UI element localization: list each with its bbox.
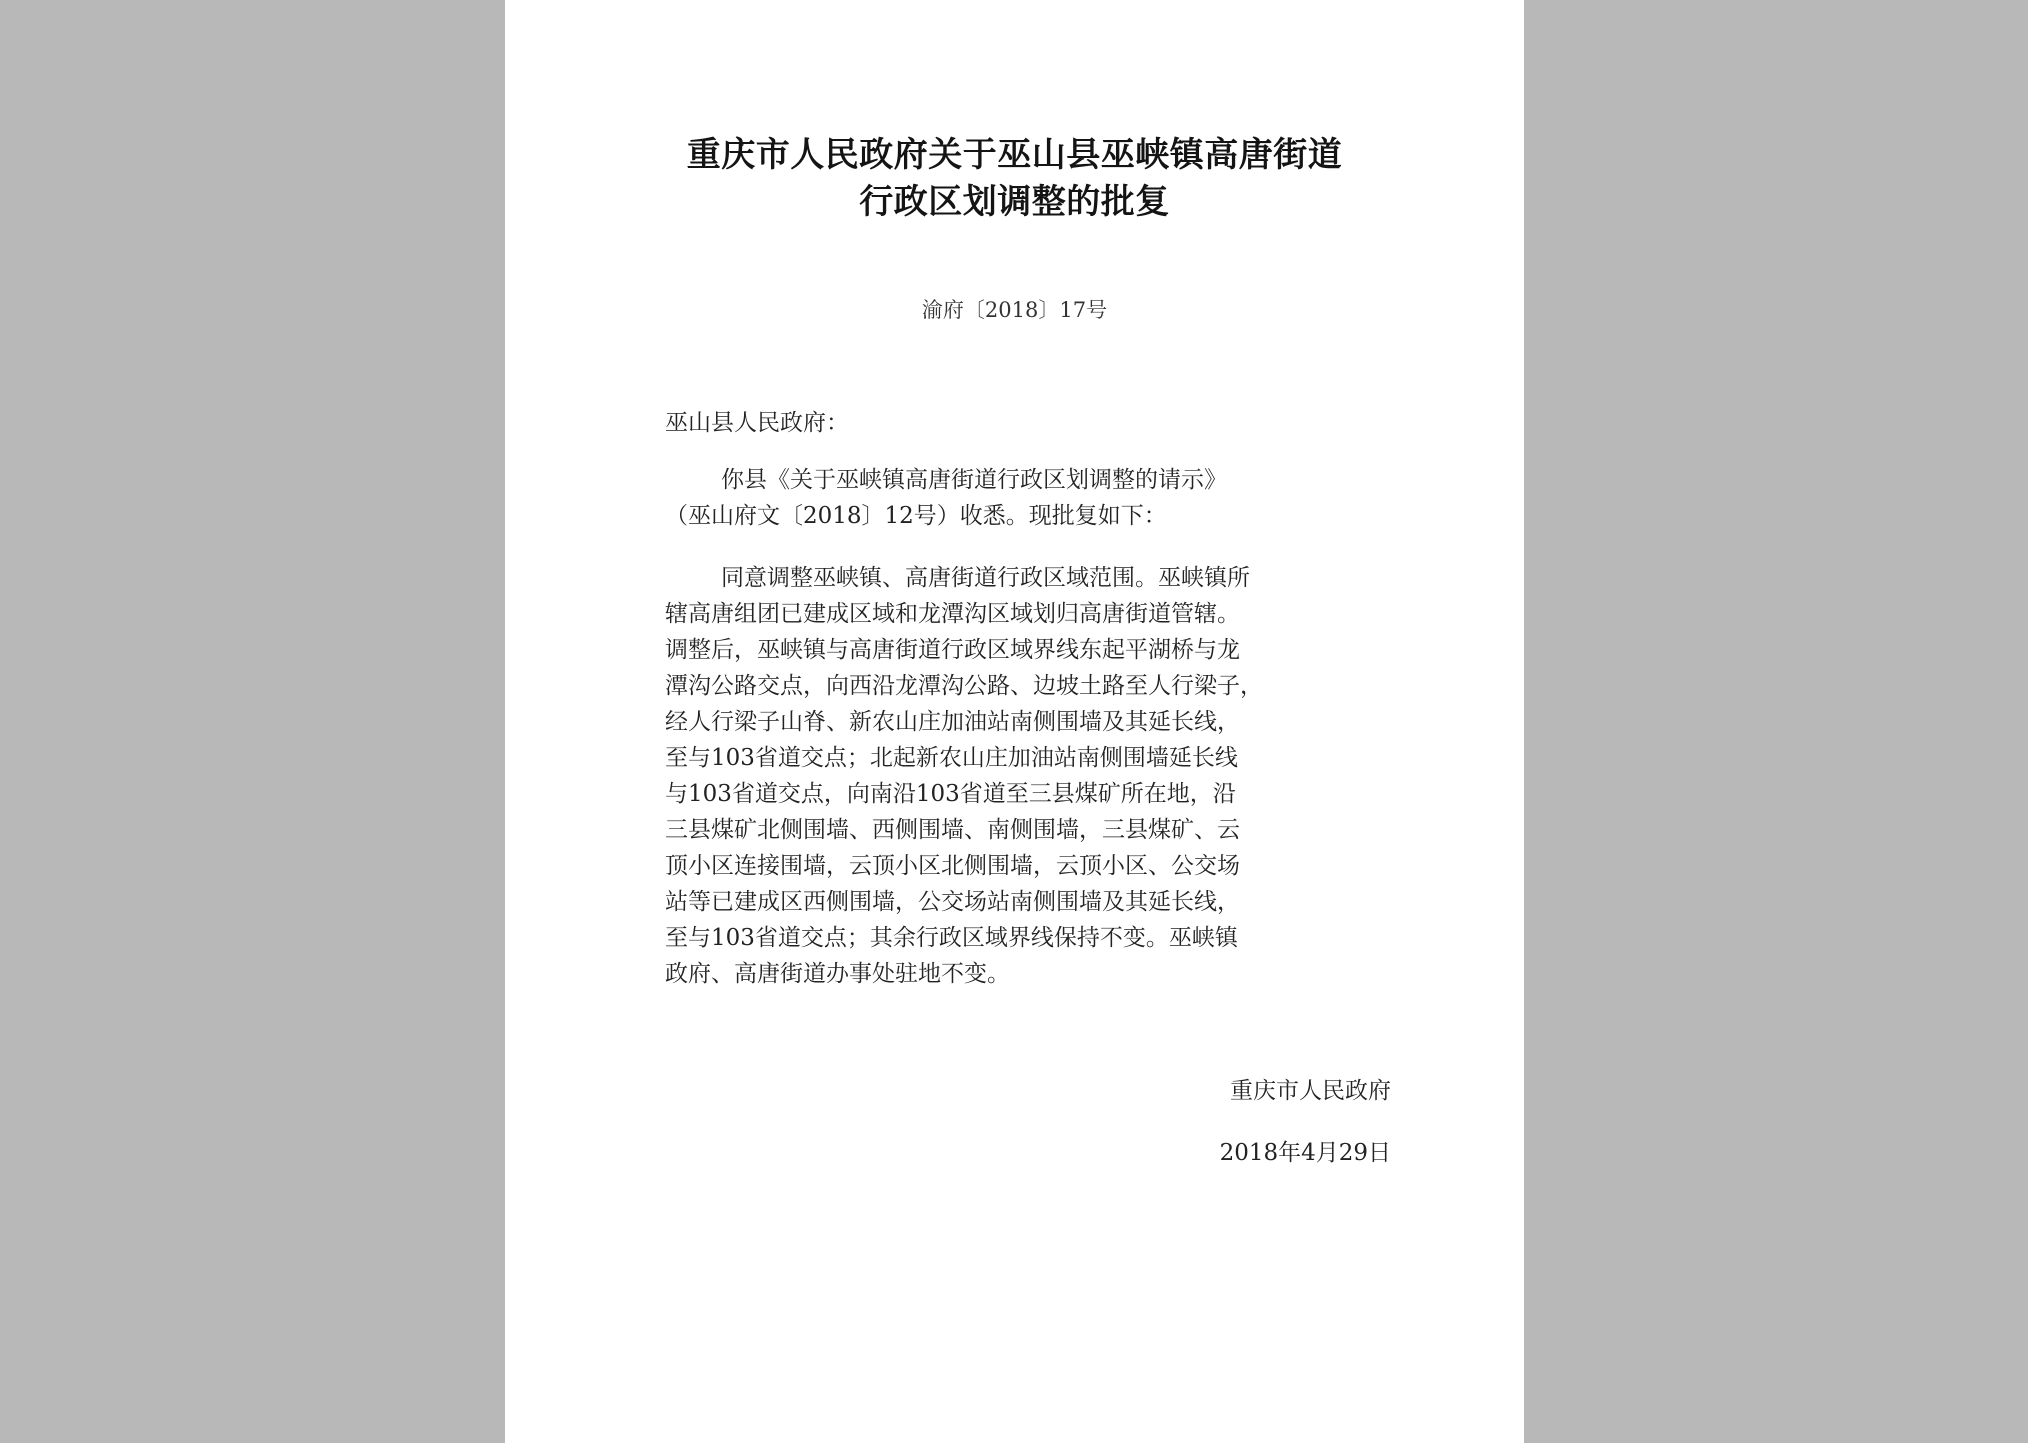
title-line-1: 重庆市人民政府关于巫山县巫峡镇高唐街道 bbox=[686, 135, 1343, 175]
document-number: 渝府〔2018〕17号 bbox=[921, 298, 1108, 322]
paragraph-2-line: 政府、高唐街道办事处驻地不变。 bbox=[665, 961, 1010, 987]
paragraph-2-line: 调整后，巫峡镇与高唐街道行政区域界线东起平湖桥与龙 bbox=[665, 637, 1240, 663]
paragraph-1 bbox=[665, 462, 1227, 534]
paragraph-2-line: 三县煤矿北侧围墙、西侧围墙、南侧围墙，三县煤矿、云 bbox=[665, 817, 1240, 843]
paragraph-2-line: 顶小区连接围墙，云顶小区北侧围墙，云顶小区、公交场 bbox=[665, 853, 1240, 879]
paragraph-2-line: 辖高唐组团已建成区域和龙潭沟区域划归高唐街道管辖。 bbox=[665, 601, 1240, 627]
signature-date: 2018年4月29日 bbox=[1219, 1140, 1391, 1166]
paragraph-2-line: 至与103省道交点；其余行政区域界线保持不变。巫峡镇 bbox=[665, 925, 1238, 951]
signature-organization: 重庆市人民政府 bbox=[1230, 1078, 1391, 1104]
paragraph-2-line: 站等已建成区西侧围墙，公交场站南侧围墙及其延长线， bbox=[665, 889, 1240, 915]
title-line-2: 行政区划调整的批复 bbox=[859, 182, 1170, 222]
addressee: 巫山县人民政府： bbox=[665, 410, 849, 436]
paragraph-2-line: 至与103省道交点；北起新农山庄加油站南侧围墙延长线 bbox=[665, 745, 1238, 771]
document-title bbox=[505, 132, 1524, 226]
paragraph-2-line: 潭沟公路交点，向西沿龙潭沟公路、边坡土路至人行梁子， bbox=[665, 673, 1263, 699]
paragraph-1-line: （巫山府文〔2018〕12号）收悉。现批复如下： bbox=[665, 503, 1167, 529]
paragraph-2-line: 经人行梁子山脊、新农山庄加油站南侧围墙及其延长线， bbox=[665, 709, 1240, 735]
document-page bbox=[505, 0, 1524, 1443]
paragraph-2-line: 与103省道交点，向南沿103省道至三县煤矿所在地，沿 bbox=[665, 781, 1236, 807]
paragraph-1-line: 你县《关于巫峡镇高唐街道行政区划调整的请示》 bbox=[721, 467, 1227, 493]
paragraph-2 bbox=[665, 560, 1263, 992]
paragraph-2-line: 同意调整巫峡镇、高唐街道行政区域范围。巫峡镇所 bbox=[721, 565, 1250, 591]
